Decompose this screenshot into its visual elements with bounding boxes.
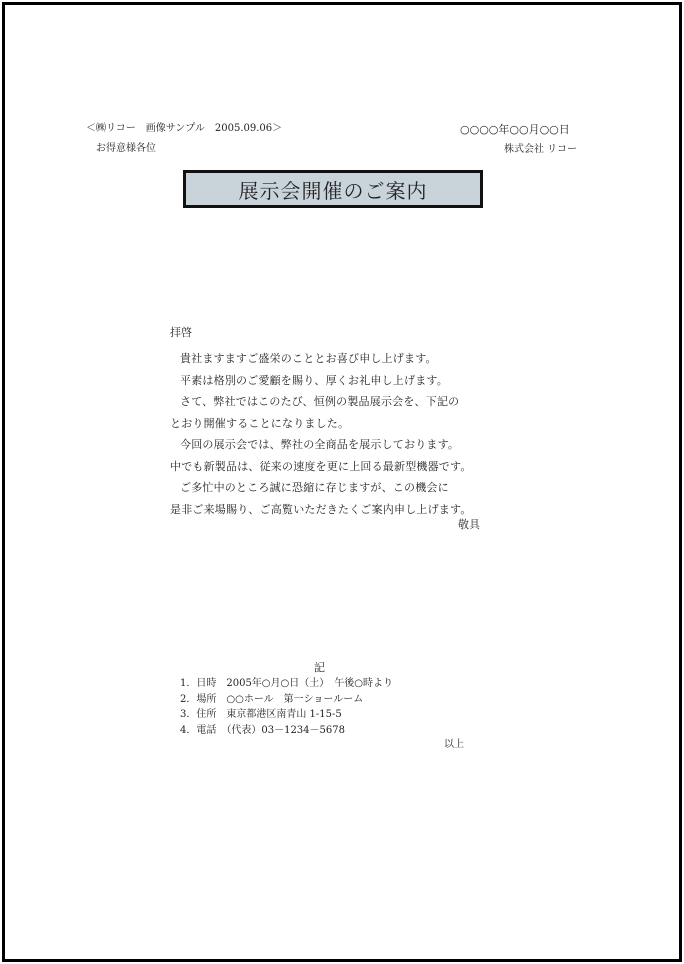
body-line: 中でも新製品は、従来の速度を更に上回る最新型機器です。 — [170, 459, 472, 473]
body-line: 是非ご来場賜り、ご高覧いただきたくご案内申し上げます。 — [170, 502, 472, 516]
body-line: 平素は格別のご愛顧を賜り、厚くお礼申し上げます。 — [180, 373, 448, 387]
document-date: ○○○○年○○月○○日 — [460, 123, 570, 136]
body-line: とおり開催することになりました。 — [170, 416, 350, 430]
salutation: 拝啓 — [170, 326, 192, 339]
end-mark: 以上 — [444, 739, 464, 750]
body-line: 今回の展示会では、弊社の全商品を展示しております。 — [180, 438, 460, 451]
body-line: 貴社ますますご盛栄のこととお喜び申し上げます。 — [180, 352, 437, 365]
closing: 敬具 — [458, 518, 480, 531]
document-title-text: 展示会開催のご案内 — [238, 178, 428, 203]
sender-company: 株式会社 リコー — [504, 144, 577, 155]
letter-body — [170, 348, 490, 520]
header-sample-label: ＜㈱リコー 画像サンプル 2005.09.06＞ — [86, 123, 283, 134]
details-list — [180, 676, 393, 738]
recipient-line: お得意様各位 — [96, 143, 156, 154]
list-item: 1．日時 2005年○月○日（土） 午後○時より — [180, 678, 393, 689]
list-item: 3．住所 東京都港区南青山 1-15-5 — [180, 709, 342, 720]
body-line: ご多忙中のところ誠に恐縮に存じますが、この機会に — [180, 481, 449, 494]
list-item: 4．電話 （代表）03－1234－5678 — [180, 724, 345, 736]
details-heading: 記 — [314, 661, 325, 674]
document-title — [183, 170, 483, 208]
list-item: 2．場所 ○○ホール 第一ショールーム — [180, 693, 364, 705]
body-line: さて、弊社ではこのたび、恒例の製品展示会を、下記の — [180, 395, 460, 408]
